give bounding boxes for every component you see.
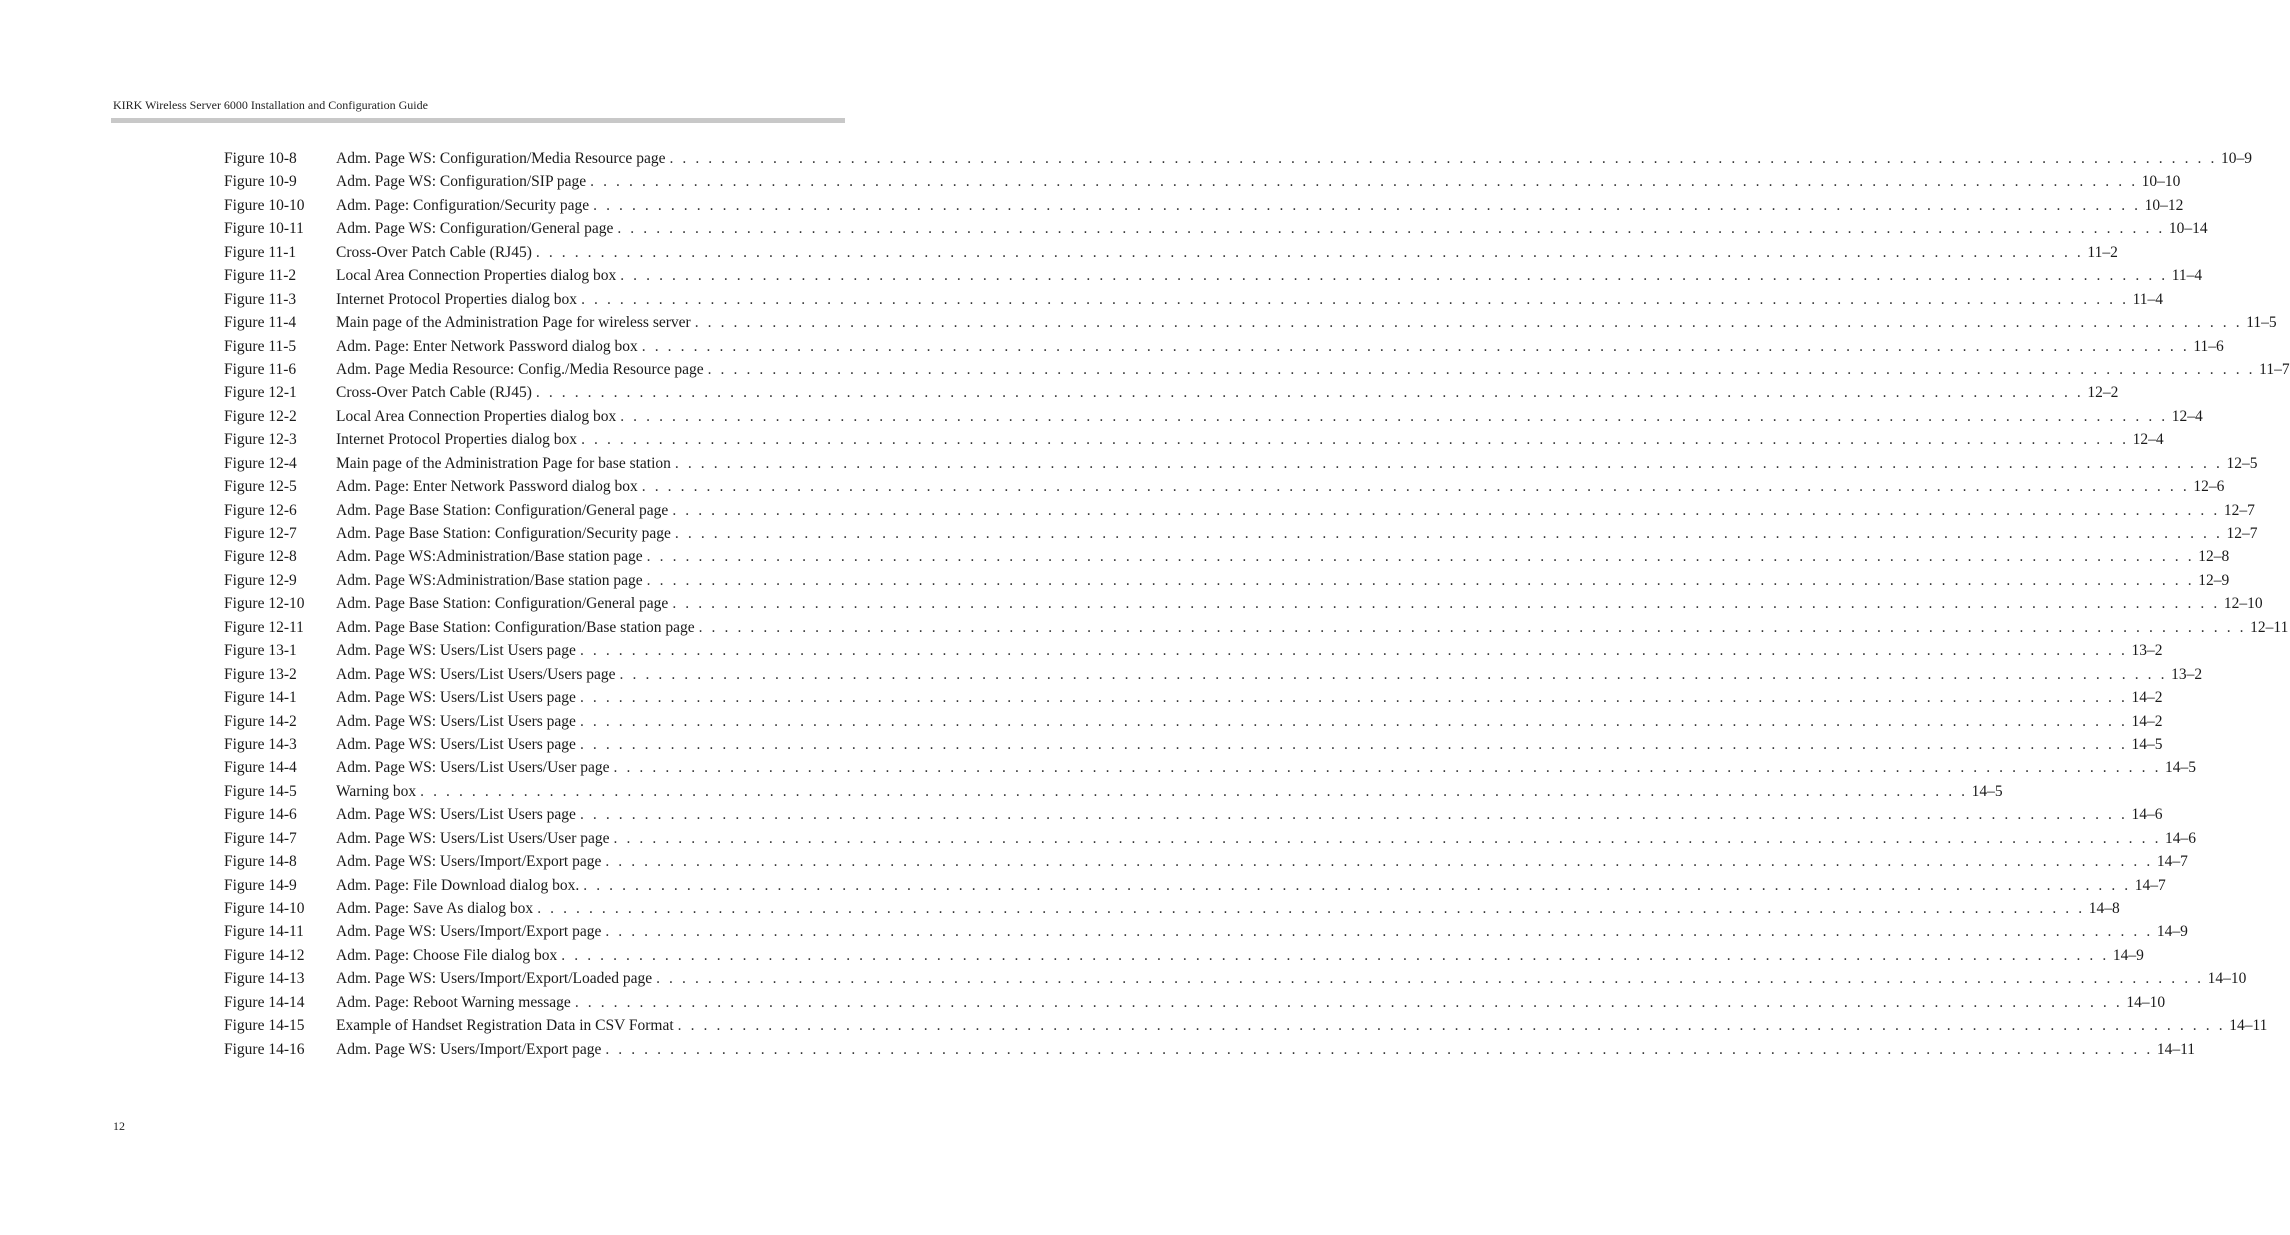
figure-title: Adm. Page WS: Users/List Users page (336, 735, 576, 753)
figure-title: Main page of the Administration Page for base station (336, 454, 671, 472)
running-header: KIRK Wireless Server 6000 Installation and Configuration Guide (113, 98, 428, 112)
figure-entry-body (336, 452, 2258, 475)
figure-entry-body (336, 1038, 2196, 1061)
figure-title: Adm. Page: Choose File dialog box (336, 946, 558, 964)
dot-leader: . . . . . . . . . . . . . . . . . . . . . . . . . . . . . . . . . . . . . . . . . . . . . . . . . . . . . . . . . . . . . . . . . . . . . . . . . . . . . . . . . . . . . . . . . . . . . . . . . . . . . . . . . . . . . . . . . . . . . . . . (579, 642, 2128, 660)
figure-entry (224, 241, 2118, 264)
figure-number: Figure 12-7 (224, 525, 297, 542)
figure-title: Adm. Page WS: Users/List Users page (336, 806, 576, 824)
figure-entry-body (336, 733, 2163, 756)
dot-leader: . . . . . . . . . . . . . . . . . . . . . . . . . . . . . . . . . . . . . . . . . . . . . . . . . . . . . . . . . . . . . . . . . . . . . . . . . . . . . . . . . . . . . . . . . . . . . . . . . . . . . . . . . . . . . . . . . . . . . . . . (605, 1040, 2153, 1058)
figure-entry (224, 288, 2164, 311)
dot-leader: . . . . . . . . . . . . . . . . . . . . . . . . . . . . . . . . . . . . . . . . . . . . . . . . . . . . . . . . . . . . . . . . . . . . . . . . . . . . . . . . . . . . . . . . . . . . . . . . . . . . . . . . . . . . . . . . . . . . . . . . (674, 454, 2223, 472)
figure-entry-body (336, 616, 2289, 639)
figure-page-number: 11–4 (2132, 290, 2164, 308)
figure-number: Figure 12-5 (224, 478, 297, 496)
figure-entry-body (336, 967, 2247, 990)
figure-number: Figure 10-11 (224, 220, 304, 238)
figure-page-number: 14–9 (2112, 946, 2144, 964)
figure-entry-body (336, 405, 2203, 428)
figure-number: Figure 14-14 (224, 993, 305, 1011)
dot-leader: . . . . . . . . . . . . . . . . . . . . . . . . . . . . . . . . . . . . . . . . . . . . . . . . . . . . . . . . . . . . . . . . . . . . . . . . . . . . . . . . . . . . . . . . . . . . . . . . . . . . . . . . . . . . . . . . . . . . . . . . (605, 853, 2153, 871)
figure-number: Figure 12-8 (224, 548, 297, 566)
figure-page-number: 14–11 (2229, 1017, 2268, 1035)
figure-entry (224, 874, 2166, 897)
figure-entry (224, 311, 2277, 334)
figure-entry (224, 147, 2252, 170)
figure-entry-body (336, 170, 2181, 193)
dot-leader: . . . . . . . . . . . . . . . . . . . . . . . . . . . . . . . . . . . . . . . . . . . . . . . . . . . . . . . . . . . . . . . . . . . . . . . . . . . . . . . . . . . . . . . . . . . . . . . . . . . . . . . . . . . . . . . . . . . . . . . . (579, 806, 2128, 824)
figure-page-number: 12–7 (2226, 525, 2258, 542)
figure-number: Figure 12-3 (224, 431, 297, 449)
figure-title: Adm. Page WS: Users/Import/Export page (336, 853, 602, 871)
figure-title: Example of Handset Registration Data in CSV Format (336, 1017, 674, 1035)
figure-entry (224, 381, 2119, 404)
dot-leader: . . . . . . . . . . . . . . . . . . . . . . . . . . . . . . . . . . . . . . . . . . . . . . . . . . . . . . . . . . . . . . . . . . . . . . . . . . . . . . . . . . . . . . . . . . . . . . . . . . . . . . . . . . . . . . . . . . . . . . . . (613, 829, 2162, 847)
figure-number: Figure 11-1 (224, 243, 297, 261)
figure-entry-body (336, 850, 2188, 873)
figure-number: Figure 12-4 (224, 454, 297, 472)
figure-page-number: 14–7 (2134, 876, 2166, 894)
figure-entry (224, 944, 2144, 967)
figure-title: Adm. Page WS: Users/List Users/User page (336, 829, 610, 847)
figure-number: Figure 11-2 (224, 267, 297, 285)
figure-number: Figure 12-9 (224, 571, 297, 589)
dot-leader: . . . . . . . . . . . . . . . . . . . . . . . . . . . . . . . . . . . . . . . . . . . . . . . . . . . . . . . . . . . . . . . . . . . . . . . . . . . . . . . . . . . . . . . . . . . . . . . . . . . . . . . . . . . . . . . . . . . . . . . . (561, 946, 2109, 964)
figure-entry (224, 1014, 2268, 1037)
dot-leader: . . . . . . . . . . . . . . . . . . . . . . . . . . . . . . . . . . . . . . . . . . . . . . . . . . . . . . . . . . . . . . . . . . . . . . . . . . . . . . . . . . . . . . . . . . . . . . . . . . . . . . . . . . . . . . . . . . . . . . . . (677, 1017, 2226, 1035)
dot-leader: . . . . . . . . . . . . . . . . . . . . . . . . . . . . . . . . . . . . . . . . . . . . . . . . . . . . . . . . . . . . . . . . . . . . . . . . . . . . . . . . . . . . . . . . . . . . . . . . . . . . . . . . . . . . . . . . . . . . . . . . (581, 290, 2129, 308)
dot-leader: . . . . . . . . . . . . . . . . . . . . . . . . . . . . . . . . . . . . . . . . . . . . . . . . . . . . . . . . . . . . . . . . . . . . . . . . . . . . . . . . . . . . . . . . . . . . . . . . . . . . . . . . . . . . . . . . . . . . . . . . (535, 243, 2084, 261)
figure-page-number: 12–6 (2193, 478, 2225, 496)
dot-leader: . . . . . . . . . . . . . . . . . . . . . . . . . . . . . . . . . . . . . . . . . . . . . . . . . . . . . . . . . . . . . . . . . . . . . . . . . . . . . . . . . . . . . . . . . . . . . . . . . . . . . . . . . . . . . . . . . . . . . . . . (656, 970, 2204, 988)
figure-page-number: 14–8 (2088, 900, 2120, 917)
page-number: 12 (113, 1119, 125, 1133)
figure-title: Adm. Page: Configuration/Security page (336, 196, 590, 214)
figure-entry (224, 780, 2003, 803)
figure-page-number: 12–10 (2223, 595, 2263, 613)
figure-title: Adm. Page Base Station: Configuration/General page (336, 595, 669, 613)
figure-entry (224, 756, 2197, 779)
figure-title: Cross-Over Patch Cable (RJ45) (336, 384, 532, 402)
figure-page-number: 11–2 (2087, 243, 2118, 261)
dot-leader: . . . . . . . . . . . . . . . . . . . . . . . . . . . . . . . . . . . . . . . . . . . . . . . . . . . . . . . . . . . . . . . . . . . . . . . . . . . . . . . . . . . . . . . . . . . . . . . . . . . . . . . . . . . . . . . . . . . . . . . . (617, 220, 2165, 238)
figure-title: Adm. Page WS: Configuration/General page (336, 220, 614, 238)
figure-page-number: 10–9 (2220, 150, 2252, 167)
figure-entry-body (336, 499, 2255, 522)
figure-page-number: 14–2 (2131, 689, 2163, 707)
figure-number: Figure 12-6 (224, 501, 297, 519)
figure-page-number: 12–4 (2171, 407, 2203, 425)
figure-entry (224, 733, 2163, 756)
figure-page-number: 14–2 (2131, 712, 2163, 730)
dot-leader: . . . . . . . . . . . . . . . . . . . . . . . . . . . . . . . . . . . . . . . . . . . . . . . . . . . . . . . . . . . . . . . . . . . . . . . . . . . . . . . . . . . . . . . . . . . . . . . . . . . . . . . . . . . . . . . . . . . . . . . . (535, 384, 2084, 402)
figure-number: Figure 14-5 (224, 782, 297, 800)
figure-entry (224, 967, 2247, 990)
dot-leader: . . . . . . . . . . . . . . . . . . . . . . . . . . . . . . . . . . . . . . . . . . . . . . . . . . . . . . . . . . . . . . . . . . . . . . . . . . . . . . . . . . . . . . . . . . . . . . . . . . . . . . . . . . . . . . . . . . . . . . . . (619, 665, 2168, 683)
figure-entry (224, 264, 2203, 287)
figure-title: Adm. Page: Save As dialog box (336, 900, 534, 917)
figure-entry-body (336, 991, 2166, 1014)
figure-title: Adm. Page WS: Users/List Users page (336, 712, 576, 730)
list-of-figures (224, 147, 2290, 1061)
figure-page-number: 12–7 (2223, 501, 2255, 519)
figure-entry (224, 428, 2164, 451)
dot-leader: . . . . . . . . . . . . . . . . . . . . . . . . . . . . . . . . . . . . . . . . . . . . . . . . . . . . . . . . . . . . . . . . . . . . . . . . . . . . . . . . . . . . . . . . . . . . . . . . . . . . . . . . . . . . . . . . . . . . . . . . (698, 618, 2247, 636)
figure-entry-body (336, 710, 2163, 733)
figure-entry (224, 686, 2163, 709)
figure-entry-body (336, 569, 2230, 592)
figure-entry (224, 194, 2184, 217)
figure-number: Figure 14-6 (224, 806, 297, 824)
figure-entry-body (336, 194, 2184, 217)
figure-title: Adm. Page Media Resource: Config./Media Resource page (336, 360, 704, 378)
figure-title: Adm. Page WS: Users/Import/Export page (336, 923, 602, 941)
dot-leader: . . . . . . . . . . . . . . . . . . . . . . . . . . . . . . . . . . . . . . . . . . . . . . . . . . . . . . . . . . . . . . . . . . . . . . . . . . . . . . . . . . . . . . . . . . . . . . . . . . . . . . . . . . . . . . . . . . . . . . . . (646, 548, 2195, 566)
figure-entry-body (336, 686, 2163, 709)
figure-page-number: 12–4 (2132, 431, 2164, 449)
figure-page-number: 14–5 (2165, 759, 2197, 777)
dot-leader: . . . . . . . . . . . . . . . . . . . . . . . . . . . . . . . . . . . . . . . . . . . . . . . . . . . . . . . . . . . . . . . . . . . . . . . . . . . . . . . . . . . . . . . . . . . . . . . . . . . . . . . . . . . . . . . . . . . . . . . . (694, 314, 2243, 332)
dot-leader: . . . . . . . . . . . . . . . . . . . . . . . . . . . . . . . . . . . . . . . . . . . . . . . . . . . . . . . . . . . . . . . . . . . . . . . . . . . . . . . . . . . . . . . . . . . . . . . . . . . . . . . . . . . . . . . . . . . . . . . . (669, 150, 2217, 167)
figure-number: Figure 14-11 (224, 923, 304, 941)
figure-page-number: 13–2 (2131, 642, 2163, 660)
figure-title: Internet Protocol Properties dialog box (336, 290, 578, 308)
figure-entry (224, 991, 2166, 1014)
figure-entry-body (336, 592, 2263, 615)
figure-entry (224, 475, 2225, 498)
figure-entry-body (336, 522, 2258, 545)
figure-entry-body (336, 803, 2163, 826)
figure-entry-body (336, 874, 2166, 897)
figure-number: Figure 14-2 (224, 712, 297, 730)
figure-title: Adm. Page Base Station: Configuration/General page (336, 501, 669, 519)
figure-title: Adm. Page WS: Users/List Users/Users page (336, 665, 616, 683)
figure-entry (224, 499, 2255, 522)
figure-entry-body (336, 663, 2203, 686)
figure-page-number: 11–6 (2193, 337, 2224, 355)
figure-number: Figure 11-5 (224, 337, 297, 355)
figure-title: Adm. Page: Reboot Warning message (336, 993, 571, 1011)
figure-title: Adm. Page WS:Administration/Base station page (336, 548, 643, 566)
figure-entry-body (336, 147, 2252, 170)
figure-number: Figure 14-4 (224, 759, 297, 777)
dot-leader: . . . . . . . . . . . . . . . . . . . . . . . . . . . . . . . . . . . . . . . . . . . . . . . . . . . . . . . . . . . . . . . . . . . . . . . . . . . . . . . . . . . . . . . . . . . . . . . . . . . . . . . . . . . . . . . . . . . . . . . . (641, 478, 2190, 496)
figure-title: Internet Protocol Properties dialog box (336, 431, 578, 449)
figure-title: Adm. Page WS: Users/List Users page (336, 642, 576, 660)
figure-entry-body (336, 475, 2225, 498)
figure-number: Figure 12-11 (224, 618, 304, 636)
figure-number: Figure 14-12 (224, 946, 305, 964)
figure-title: Adm. Page Base Station: Configuration/Security page (336, 525, 671, 542)
figure-title: Adm. Page WS: Configuration/SIP page (336, 173, 587, 191)
dot-leader: . . . . . . . . . . . . . . . . . . . . . . . . . . . . . . . . . . . . . . . . . . . . . . . . . . . . . . . . . . . . . . . . . . . . . . . . . . . . . . . . . . . . . . . . . . . . . . . . . . . . . . . . . . . . . . . . . . . . . . . . (672, 501, 2220, 519)
figure-title: Adm. Page WS:Administration/Base station page (336, 571, 643, 589)
figure-entry (224, 639, 2163, 662)
figure-page-number: 12–8 (2198, 548, 2230, 566)
figure-number: Figure 12-2 (224, 407, 297, 425)
figure-entry-body (336, 780, 2003, 803)
figure-entry-body (336, 545, 2230, 568)
dot-leader: . . . . . . . . . . . . . . . . . . . . . . . . . . . . . . . . . . . . . . . . . . . . . . . . . . . . . . . . . . . . . . . . . . . . . . . . . . . . . . . . . . . . . . . . . . . . . . . . . . . . . . . . . . . . . . . . . . . . . . . . (579, 735, 2128, 753)
dot-leader: . . . . . . . . . . . . . . . . . . . . . . . . . . . . . . . . . . . . . . . . . . . . . . . . . . . . . . . . . . . . . . . . . . . . . . . . . . . . . . . . . . . . . . . . . . . . . . . . . . . . . . . . . . . . . . . . . . . . . . . . (593, 196, 2141, 214)
figure-title: Local Area Connection Properties dialog box (336, 407, 617, 425)
figure-page-number: 14–5 (1971, 782, 2003, 800)
figure-number: Figure 14-13 (224, 970, 305, 988)
figure-entry (224, 452, 2258, 475)
figure-entry (224, 592, 2263, 615)
figure-title: Adm. Page WS: Configuration/Media Resource page (336, 150, 666, 167)
dot-leader: . . . . . . . . . . . . . . . . . . . . . . . . . . . . . . . . . . . . . . . . . . . . . . . . . . . . . . . . . . . . . . . . . . . . . . . . . . . . . . . . . . . . . . . . . . . . . . . . . . . . . . . . . . . . . . . . . . . . . . . . (613, 759, 2162, 777)
figure-page-number: 14–6 (2131, 806, 2163, 824)
figure-number: Figure 14-3 (224, 735, 297, 753)
figure-number: Figure 11-4 (224, 314, 297, 332)
figure-number: Figure 12-1 (224, 384, 297, 402)
figure-number: Figure 11-6 (224, 360, 297, 378)
figure-page-number: 12–11 (2250, 618, 2289, 636)
figure-title: Adm. Page WS: Users/List Users/User page (336, 759, 610, 777)
figure-entry (224, 897, 2120, 920)
figure-entry (224, 663, 2203, 686)
figure-title: Adm. Page Base Station: Configuration/Base station page (336, 618, 695, 636)
figure-entry (224, 335, 2224, 358)
figure-page-number: 14–10 (2126, 993, 2166, 1011)
figure-page-number: 12–2 (2087, 384, 2119, 402)
figure-title: Adm. Page WS: Users/Import/Export/Loaded page (336, 970, 653, 988)
figure-title: Cross-Over Patch Cable (RJ45) (336, 243, 532, 261)
figure-entry-body (336, 264, 2203, 287)
dot-leader: . . . . . . . . . . . . . . . . . . . . . . . . . . . . . . . . . . . . . . . . . . . . . . . . . . . . . . . . . . . . . . . . . . . . . . . . . . . . . . . . . . . . . . . . . . . . . . . . . . . . . . . . . . . . . . . . . . . . . . . . (581, 431, 2129, 449)
figure-entry (224, 850, 2188, 873)
figure-entry-body (336, 288, 2164, 311)
figure-number: Figure 13-1 (224, 642, 297, 660)
figure-entry (224, 405, 2203, 428)
dot-leader: . . . . . . . . . . . . . . . . . . . . . . . . . . . . . . . . . . . . . . . . . . . . . . . . . . . . . . . . . . . . . . . . . . . . . . . . . . . . . . . . . . . . . . . . . . . . . . . . . . . . . . . . . . . . . . . . . . . . . . . . (574, 993, 2123, 1011)
figure-number: Figure 14-16 (224, 1040, 305, 1058)
dot-leader: . . . . . . . . . . . . . . . . . . . . . . . . . . . . . . . . . . . . . . . . . . . . . . . . . . . . . . . . . . . . . . . . . . . . . . . . . . . . . . . . . . . . . . . . . . . . . . . . . . . . . . . . . . . . . . . . . . . . . . . . (579, 689, 2128, 707)
figure-title: Local Area Connection Properties dialog box (336, 267, 617, 285)
figure-entry (224, 616, 2289, 639)
figure-entry-body (336, 756, 2197, 779)
figure-page-number: 11–7 (2259, 360, 2290, 378)
figure-page-number: 14–5 (2131, 735, 2163, 753)
figure-entry-body (336, 944, 2144, 967)
dot-leader: . . . . . . . . . . . . . . . . . . . . . . . . . . . . . . . . . . . . . . . . . . . . . . . . . . . . . . . . . . . . . . . . . . . . . . . . . . . . . . . . . . . . . . . . . . . . . . . . . . . . . . . . . . . . . . . . . . . . . . . . (620, 267, 2168, 285)
figure-page-number: 14–10 (2207, 970, 2247, 988)
figure-entry-body (336, 335, 2224, 358)
figure-number: Figure 11-3 (224, 290, 297, 308)
dot-leader: . . . . . . . . . . . . . . . . . . . . . . . . . . . . . . . . . . . . . . . . . . . . . . . . . . . . . . . . . . . . . . . . . . . . . . . . . . . . . . . . . . . . . . . . . . . . . . . . . . . . . . . . . . . . . . . . . . . . . . . . (583, 876, 2131, 894)
figure-entry-body (336, 381, 2119, 404)
figure-number: Figure 10-8 (224, 150, 297, 167)
figure-entry-body (336, 897, 2120, 920)
dot-leader: . . . . . . . . . . . . . . . . . . . . . . . . . . . . . . . . . . . . . . . . . . . . . . . . . . . . . . . . . . . . . . . . . . . . . . . . . . . . . . . . . . . . . . . . . . . . . . . . . . . . . . . . . . . . . . . . . . . . . . . . (420, 782, 1968, 800)
figure-entry (224, 545, 2230, 568)
figure-entry (224, 920, 2188, 943)
figure-number: Figure 14-9 (224, 876, 297, 894)
figure-entry-body (336, 920, 2188, 943)
figure-entry-body (336, 639, 2163, 662)
figure-entry (224, 803, 2163, 826)
header-rule (111, 118, 845, 123)
figure-title: Adm. Page: Enter Network Password dialog box (336, 478, 638, 496)
figure-title: Adm. Page: Enter Network Password dialog box (336, 337, 638, 355)
figure-entry-body (336, 358, 2290, 381)
figure-number: Figure 14-7 (224, 829, 297, 847)
figure-number: Figure 12-10 (224, 595, 305, 613)
dot-leader: . . . . . . . . . . . . . . . . . . . . . . . . . . . . . . . . . . . . . . . . . . . . . . . . . . . . . . . . . . . . . . . . . . . . . . . . . . . . . . . . . . . . . . . . . . . . . . . . . . . . . . . . . . . . . . . . . . . . . . . . (590, 173, 2138, 191)
figure-page-number: 11–4 (2171, 267, 2203, 285)
figure-entry (224, 358, 2290, 381)
figure-page-number: 12–5 (2226, 454, 2258, 472)
figure-entry (224, 569, 2230, 592)
figure-page-number: 14–11 (2156, 1040, 2196, 1058)
figure-entry (224, 170, 2181, 193)
figure-number: Figure 13-2 (224, 665, 297, 683)
figure-page-number: 14–9 (2156, 923, 2188, 941)
figure-page-number: 10–10 (2141, 173, 2181, 191)
figure-title: Adm. Page: File Download dialog box. (336, 876, 580, 894)
dot-leader: . . . . . . . . . . . . . . . . . . . . . . . . . . . . . . . . . . . . . . . . . . . . . . . . . . . . . . . . . . . . . . . . . . . . . . . . . . . . . . . . . . . . . . . . . . . . . . . . . . . . . . . . . . . . . . . . . . . . . . . . (579, 712, 2128, 730)
figure-entry-body (336, 827, 2197, 850)
figure-entry-body (336, 217, 2208, 240)
figure-title: Adm. Page WS: Users/List Users page (336, 689, 576, 707)
figure-entry (224, 710, 2163, 733)
figure-page-number: 12–9 (2198, 571, 2230, 589)
figure-number: Figure 10-10 (224, 196, 305, 214)
figure-entry (224, 522, 2258, 545)
figure-number: Figure 14-1 (224, 689, 297, 707)
figure-title: Main page of the Administration Page for wireless server (336, 314, 691, 332)
figure-entry (224, 217, 2208, 240)
figure-number: Figure 10-9 (224, 173, 297, 191)
dot-leader: . . . . . . . . . . . . . . . . . . . . . . . . . . . . . . . . . . . . . . . . . . . . . . . . . . . . . . . . . . . . . . . . . . . . . . . . . . . . . . . . . . . . . . . . . . . . . . . . . . . . . . . . . . . . . . . . . . . . . . . . (641, 337, 2190, 355)
figure-entry-body (336, 1014, 2268, 1037)
figure-entry-body (336, 311, 2277, 334)
dot-leader: . . . . . . . . . . . . . . . . . . . . . . . . . . . . . . . . . . . . . . . . . . . . . . . . . . . . . . . . . . . . . . . . . . . . . . . . . . . . . . . . . . . . . . . . . . . . . . . . . . . . . . . . . . . . . . . . . . . . . . . . (672, 595, 2220, 613)
figure-entry-body (336, 241, 2118, 264)
figure-entry-body (336, 428, 2164, 451)
dot-leader: . . . . . . . . . . . . . . . . . . . . . . . . . . . . . . . . . . . . . . . . . . . . . . . . . . . . . . . . . . . . . . . . . . . . . . . . . . . . . . . . . . . . . . . . . . . . . . . . . . . . . . . . . . . . . . . . . . . . . . . . (605, 923, 2153, 941)
figure-page-number: 10–14 (2168, 220, 2208, 238)
figure-page-number: 14–7 (2156, 853, 2188, 871)
figure-page-number: 13–2 (2171, 665, 2203, 683)
figure-number: Figure 14-8 (224, 853, 297, 871)
figure-entry (224, 827, 2197, 850)
figure-entry (224, 1038, 2196, 1061)
figure-page-number: 14–6 (2165, 829, 2197, 847)
figure-title: Adm. Page WS: Users/Import/Export page (336, 1040, 602, 1058)
figure-title: Warning box (336, 782, 417, 800)
figure-number: Figure 14-15 (224, 1017, 305, 1035)
dot-leader: . . . . . . . . . . . . . . . . . . . . . . . . . . . . . . . . . . . . . . . . . . . . . . . . . . . . . . . . . . . . . . . . . . . . . . . . . . . . . . . . . . . . . . . . . . . . . . . . . . . . . . . . . . . . . . . . . . . . . . . . (674, 525, 2223, 542)
dot-leader: . . . . . . . . . . . . . . . . . . . . . . . . . . . . . . . . . . . . . . . . . . . . . . . . . . . . . . . . . . . . . . . . . . . . . . . . . . . . . . . . . . . . . . . . . . . . . . . . . . . . . . . . . . . . . . . . . . . . . . . . (646, 571, 2195, 589)
dot-leader: . . . . . . . . . . . . . . . . . . . . . . . . . . . . . . . . . . . . . . . . . . . . . . . . . . . . . . . . . . . . . . . . . . . . . . . . . . . . . . . . . . . . . . . . . . . . . . . . . . . . . . . . . . . . . . . . . . . . . . . . (620, 407, 2168, 425)
figure-number: Figure 14-10 (224, 900, 305, 917)
dot-leader: . . . . . . . . . . . . . . . . . . . . . . . . . . . . . . . . . . . . . . . . . . . . . . . . . . . . . . . . . . . . . . . . . . . . . . . . . . . . . . . . . . . . . . . . . . . . . . . . . . . . . . . . . . . . . . . . . . . . . . . . (537, 900, 2085, 917)
figure-page-number: 10–12 (2144, 196, 2184, 214)
dot-leader: . . . . . . . . . . . . . . . . . . . . . . . . . . . . . . . . . . . . . . . . . . . . . . . . . . . . . . . . . . . . . . . . . . . . . . . . . . . . . . . . . . . . . . . . . . . . . . . . . . . . . . . . . . . . . . . . . . . . . . . . (707, 360, 2256, 378)
figure-page-number: 11–5 (2246, 314, 2277, 332)
